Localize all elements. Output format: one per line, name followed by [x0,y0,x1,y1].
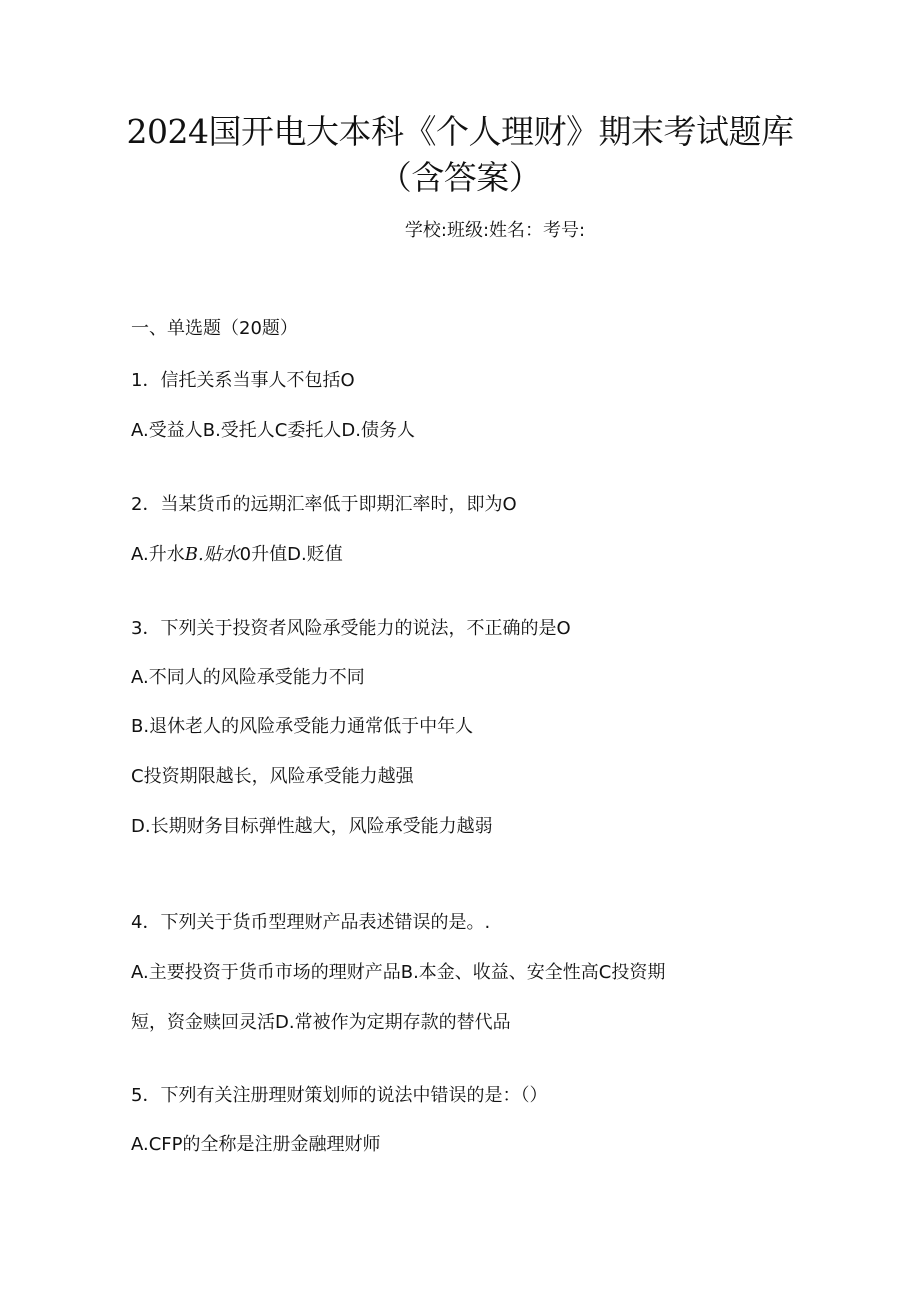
question-5-option-a: A.CFP的全称是注册金融理财师 [131,1134,381,1155]
question-5-stem: 5．下列有关注册理财策划师的说法中错误的是：（） [131,1085,548,1106]
question-4-options-line1: A.主要投资于货币市场的理财产品B.本金、收益、安全性高C投资期 [131,962,666,983]
question-4-stem: 4．下列关于货币型理财产品表述错误的是。. [131,912,491,933]
question-2-option-cd: 0升值D.贬值 [239,544,343,565]
document-title-line1: 2024国开电大本科《个人理财》期末考试题库 [126,112,794,151]
question-1-stem: 1．信托关系当事人不包括O [131,370,355,391]
question-1-options: A.受益人B.受托人C委托人D.债务人 [131,420,415,441]
question-3-stem: 3．下列关于投资者风险承受能力的说法，不正确的是O [131,618,571,639]
question-2-stem: 2．当某货币的远期汇率低于即期汇率时，即为O [131,494,517,515]
question-3-option-b: B.退休老人的风险承受能力通常低于中年人 [131,716,474,737]
question-4-options-line2: 短，资金赎回灵活D.常被作为定期存款的替代品 [131,1012,511,1033]
student-info-line: 学校:班级:姓名：考号: [404,220,586,241]
question-2-option-a: A.升水 [131,544,185,565]
section-heading: 一、单选题（20题） [131,318,298,339]
question-3-option-c: C投资期限越长，风险承受能力越强 [131,766,414,787]
question-3-option-d: D.长期财务目标弹性越大，风险承受能力越弱 [131,816,493,837]
question-2-options [131,543,343,567]
document-title-line2: （含答案） [378,158,542,197]
question-2-option-b: B.贴水 [184,544,240,565]
question-3-option-a: A.不同人的风险承受能力不同 [131,667,365,688]
